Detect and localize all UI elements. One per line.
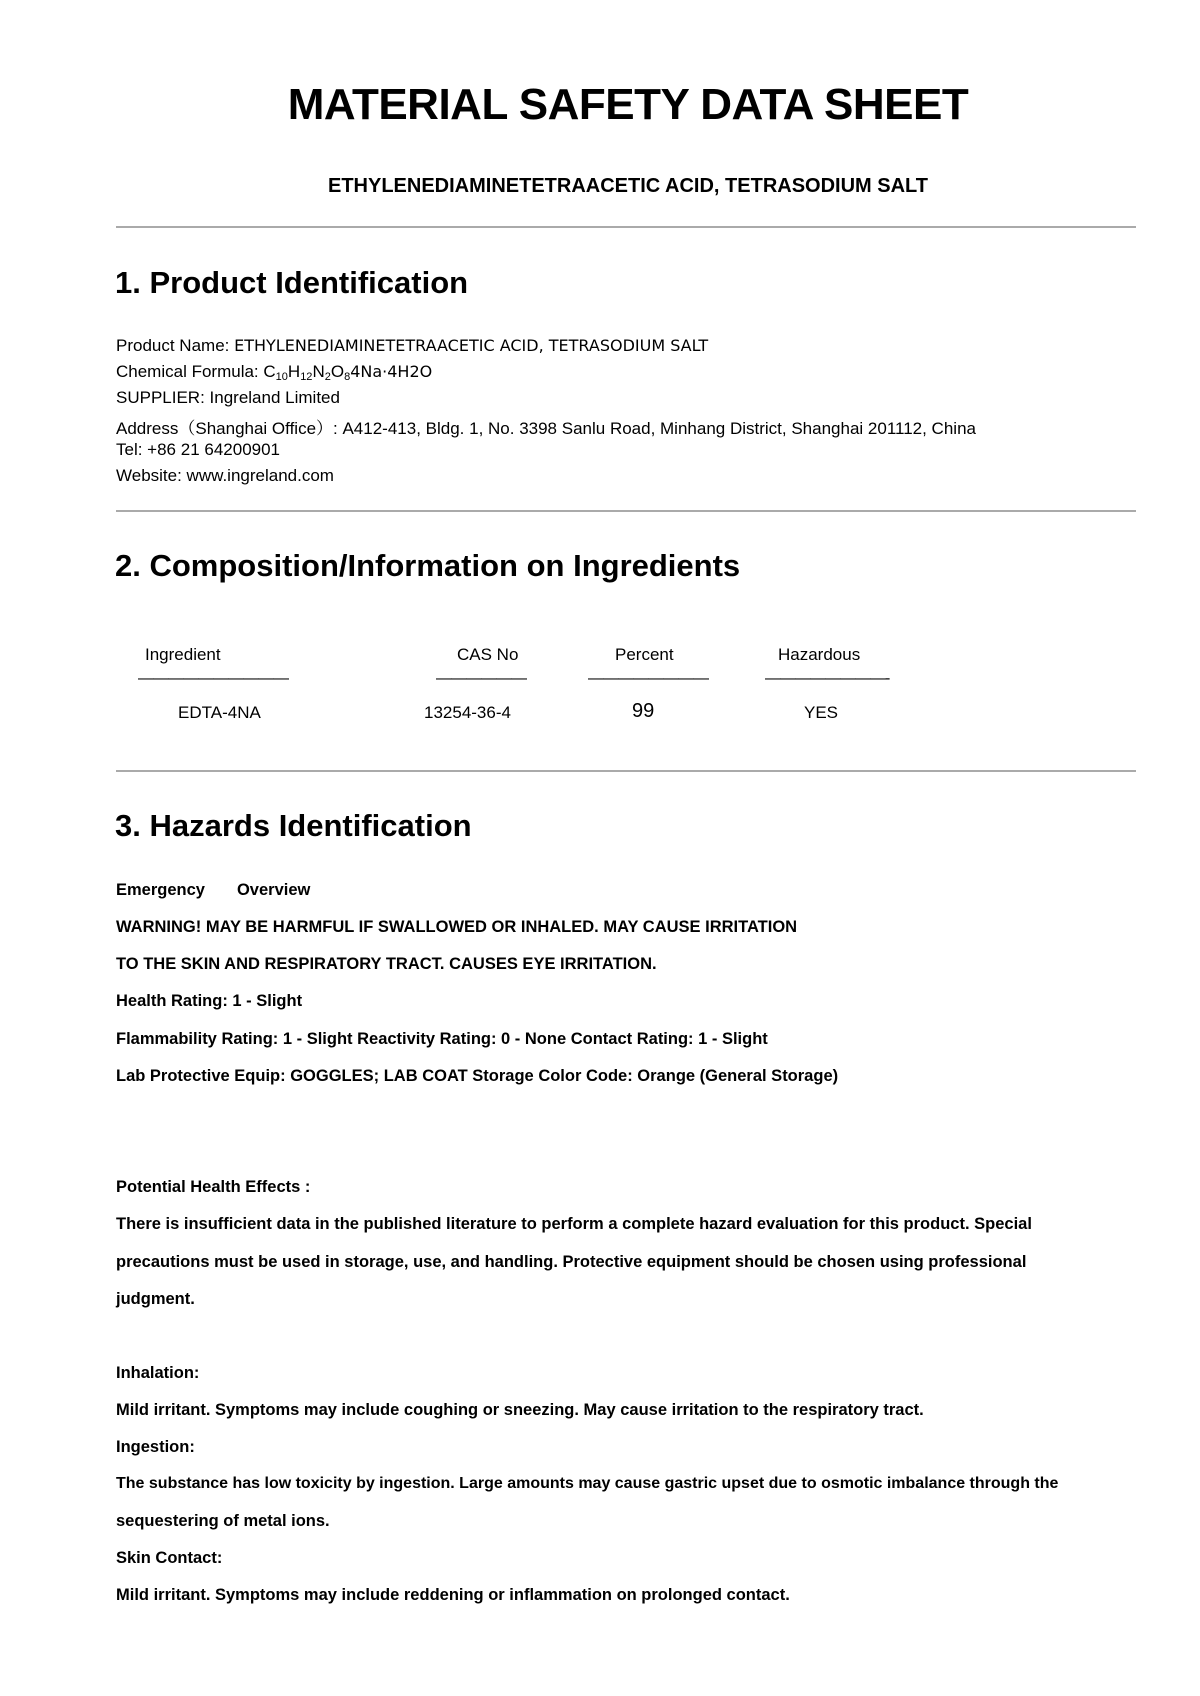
table-header-underline: ————————- bbox=[765, 670, 890, 687]
table-cell-percent: 99 bbox=[632, 700, 655, 722]
divider bbox=[116, 510, 1136, 512]
table-header-cas: CAS No bbox=[457, 645, 519, 664]
formula-subscript: 12 bbox=[300, 371, 313, 383]
ingestion-heading: Ingestion: bbox=[116, 1438, 195, 1456]
divider bbox=[116, 770, 1136, 772]
section-1-heading: 1. Product Identification bbox=[115, 265, 469, 300]
chemical-formula bbox=[263, 362, 432, 381]
formula-subscript: 2 bbox=[324, 371, 331, 383]
document-subtitle: ETHYLENEDIAMINETETRAACETIC ACID, TETRASODIUM SALT bbox=[328, 175, 928, 197]
skin-contact-text: Mild irritant. Symptoms may include reddening or inflammation on prolonged contact. bbox=[116, 1586, 790, 1604]
table-cell-hazardous: YES bbox=[804, 703, 839, 722]
table-header-underline: —————————— bbox=[138, 670, 288, 687]
emergency-label: Emergency bbox=[116, 881, 205, 899]
table-cell-ingredient: EDTA-4NA bbox=[178, 703, 261, 722]
potential-health-text-3: judgment. bbox=[116, 1290, 195, 1308]
warning-line-1: WARNING! MAY BE HARMFUL IF SWALLOWED OR INHALED. MAY CAUSE IRRITATION bbox=[116, 918, 798, 936]
tel-line: Tel: +86 21 64200901 bbox=[116, 440, 281, 459]
website-line: Website: www.ingreland.com bbox=[116, 466, 334, 485]
section-2-heading: 2. Composition/Information on Ingredients bbox=[115, 548, 741, 583]
address-line: Address（Shanghai Office）: A412-413, Bldg. 1, No. 3398 Sanlu Road, Minhang District, Shanghai 201112, China bbox=[116, 419, 976, 438]
lab-protective-equip: Lab Protective Equip: GOGGLES; LAB COAT Storage Color Code: Orange (General Storage) bbox=[116, 1067, 839, 1085]
table-header-percent: Percent bbox=[615, 645, 674, 664]
table-cell-cas: 13254-36-4 bbox=[424, 703, 511, 722]
inhalation-heading: Inhalation: bbox=[116, 1364, 200, 1382]
potential-health-text-1: There is insufficient data in the published literature to perform a complete hazard evaluation for this product. Special bbox=[116, 1215, 1032, 1233]
formula-element: H bbox=[287, 362, 301, 381]
potential-health-text-2: precautions must be used in storage, use, and handling. Protective equipment should be chosen using professional bbox=[116, 1253, 1027, 1271]
product-name-value: ETHYLENEDIAMINETETRAACETIC ACID, TETRASODIUM SALT bbox=[234, 336, 709, 355]
supplier-line: SUPPLIER: Ingreland Limited bbox=[116, 388, 340, 407]
product-name-label: Product Name: bbox=[116, 336, 235, 355]
table-header-underline: —————— bbox=[436, 670, 526, 687]
formula-rest: 4Na·4H2O bbox=[350, 362, 433, 381]
table-header-hazardous: Hazardous bbox=[778, 645, 861, 664]
table-header-ingredient: Ingredient bbox=[145, 645, 221, 664]
health-rating: Health Rating: 1 - Slight bbox=[116, 992, 303, 1010]
divider bbox=[116, 226, 1136, 228]
flammability-rating: Flammability Rating: 1 - Slight Reactivity Rating: 0 - None Contact Rating: 1 - Slight bbox=[116, 1030, 768, 1048]
ingestion-text-2: sequestering of metal ions. bbox=[116, 1512, 330, 1530]
emergency-overview-heading bbox=[116, 881, 310, 900]
document-title: MATERIAL SAFETY DATA SHEET bbox=[287, 80, 969, 129]
warning-line-2: TO THE SKIN AND RESPIRATORY TRACT. CAUSES EYE IRRITATION. bbox=[116, 955, 657, 973]
product-name-line bbox=[116, 336, 708, 356]
chemical-formula-line bbox=[116, 362, 432, 383]
inhalation-text: Mild irritant. Symptoms may include coughing or sneezing. May cause irritation to the respiratory tract. bbox=[116, 1401, 924, 1419]
section-3-heading: 3. Hazards Identification bbox=[115, 808, 472, 843]
formula-element: O bbox=[330, 362, 345, 381]
skin-contact-heading: Skin Contact: bbox=[116, 1549, 223, 1567]
formula-element: C bbox=[263, 362, 276, 381]
potential-health-effects-heading: Potential Health Effects : bbox=[116, 1178, 311, 1196]
table-header-underline: ———————— bbox=[588, 670, 708, 687]
overview-label: Overview bbox=[236, 881, 311, 899]
formula-subscript: 10 bbox=[275, 371, 288, 383]
formula-element: N bbox=[312, 362, 325, 381]
formula-subscript: 8 bbox=[344, 371, 351, 383]
formula-label: Chemical Formula: bbox=[116, 362, 264, 381]
ingestion-text-1: The substance has low toxicity by ingestion. Large amounts may cause gastric upset due to osmotic imbalance through the bbox=[116, 1475, 1059, 1492]
